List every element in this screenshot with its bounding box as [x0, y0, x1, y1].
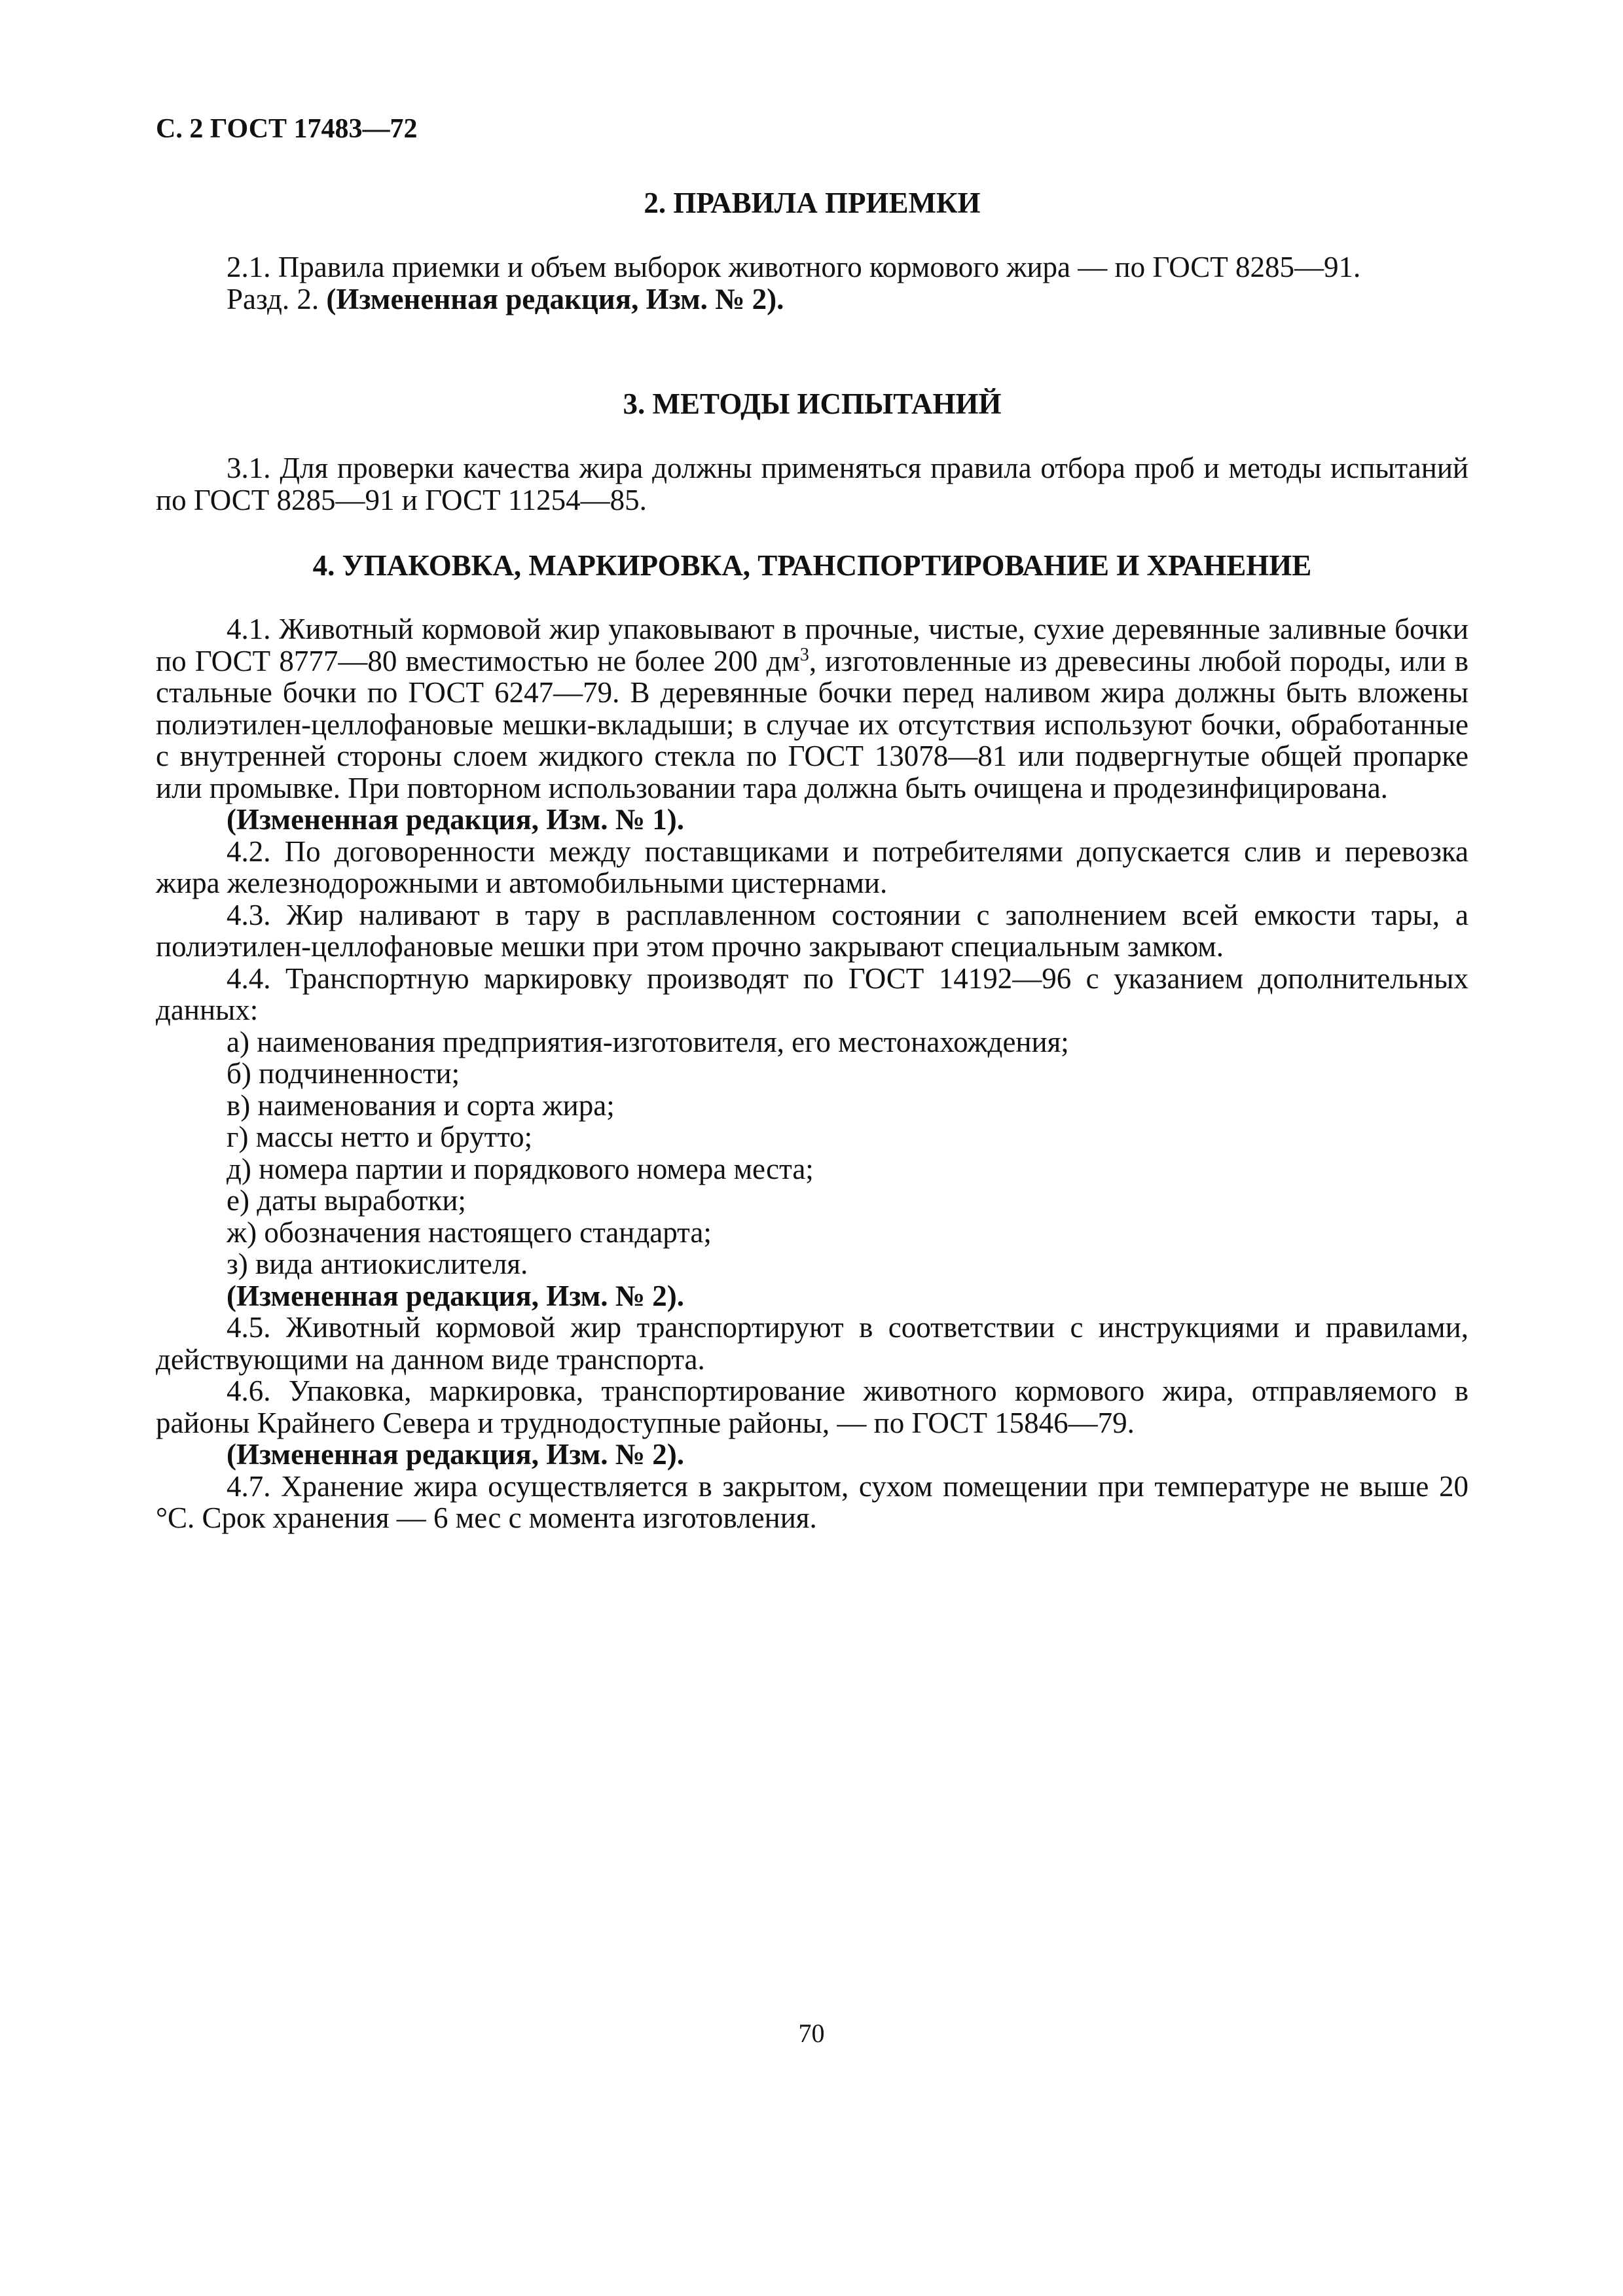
- clause-2-1: 2.1. Правила приемки и объем выборок животного кормового жира — по ГОСТ 8285—91.: [227, 251, 1361, 283]
- clause-4-2: 4.2. По договоренности между поставщиками и потребителями допускается слив и перевозка жира железнодорожными и автомобильными цистернами.: [156, 834, 1468, 899]
- amendment-prefix: Разд. 2.: [227, 282, 327, 315]
- clause-4-1: [156, 613, 1468, 804]
- clause-4-4: 4.4. Транспортную маркировку производят по ГОСТ 14192—96 с указанием дополнительных данных:: [156, 961, 1468, 1026]
- page-number: 70: [798, 2018, 825, 2048]
- running-head: С. 2 ГОСТ 17483—72: [156, 114, 418, 144]
- clause-3-1: 3.1. Для проверки качества жира должны применяться правила отбора проб и методы испытаний по ГОСТ 8285—91 и ГОСТ 11254—85.: [156, 452, 1468, 516]
- list-item: в) наименования и сорта жира;: [227, 1088, 615, 1122]
- document-page: [156, 111, 1468, 1534]
- list-item: а) наименования предприятия-изготовителя, его местонахождения;: [227, 1025, 1069, 1058]
- amendment-note-2: (Измененная редакция, Изм. № 2).: [227, 1279, 685, 1312]
- list-item: б) подчиненности;: [227, 1057, 460, 1090]
- list-item: е) даты выработки;: [227, 1184, 466, 1217]
- clause-4-7: 4.7. Хранение жира осуществляется в закрытом, сухом помещении при температуре не выше 20 °С. Срок хранения — 6 мес с момента изготовления.: [156, 1469, 1468, 1534]
- section-3-title: 3. МЕТОДЫ ИСПЫТАНИЙ: [623, 387, 1002, 420]
- section-2-title: 2. ПРАВИЛА ПРИЕМКИ: [644, 187, 981, 219]
- list-item: ж) обозначения настоящего стандарта;: [227, 1215, 712, 1249]
- amendment-note-3: (Измененная редакция, Изм. № 2).: [227, 1438, 685, 1471]
- section-4-title: 4. УПАКОВКА, МАРКИРОВКА, ТРАНСПОРТИРОВАНИЕ И ХРАНЕНИЕ: [312, 549, 1312, 582]
- clause-4-3: 4.3. Жир наливают в тару в расплавленном состоянии с заполнением всей емкости тары, а полиэтилен-целлофановые мешки при этом прочно закрывают специальным замком.: [156, 898, 1468, 963]
- list-item: г) массы нетто и брутто;: [227, 1121, 533, 1153]
- section-2-amendment-note: [156, 283, 1468, 315]
- clause-4-1-text-a: 4.1. Животный кормовой жир упаковывают в прочные, чистые, сухие деревянные заливные бочки по ГОСТ 8777—80 вместимостью не более 200 дм: [156, 613, 1468, 677]
- amendment-label: (Измененная редакция, Изм. № 2).: [326, 282, 784, 315]
- clause-4-1-text-b: , изготовленные из древесины любой породы, или в стальные бочки по ГОСТ 6247—79. В деревянные бочки перед наливом жира должны быть вложены полиэтилен-целлофановые мешки-вкладыши; в случае их отсутствия используют бочки, обработанные с внутренней стороны слоем жидкого стекла по ГОСТ 13078—81 или подвергнутые общей пропарке или промывке. При повторном использовании тара должна быть очищена и продезинфицирована.: [156, 644, 1468, 804]
- clause-4-6: 4.6. Упаковка, маркировка, транспортирование животного кормового жира, отправляемого в районы Крайнего Севера и труднодоступные районы, — по ГОСТ 15846—79.: [156, 1374, 1468, 1439]
- list-item: д) номера партии и порядкового номера места;: [227, 1152, 814, 1185]
- amendment-note-1: (Измененная редакция, Изм. № 1).: [227, 803, 685, 836]
- superscript-3: 3: [799, 644, 809, 665]
- list-item: з) вида антиокислителя.: [227, 1247, 528, 1280]
- clause-4-5: 4.5. Животный кормовой жир транспортируют в соответствии с инструкциями и правилами, действующими на данном виде транспорта.: [156, 1311, 1468, 1376]
